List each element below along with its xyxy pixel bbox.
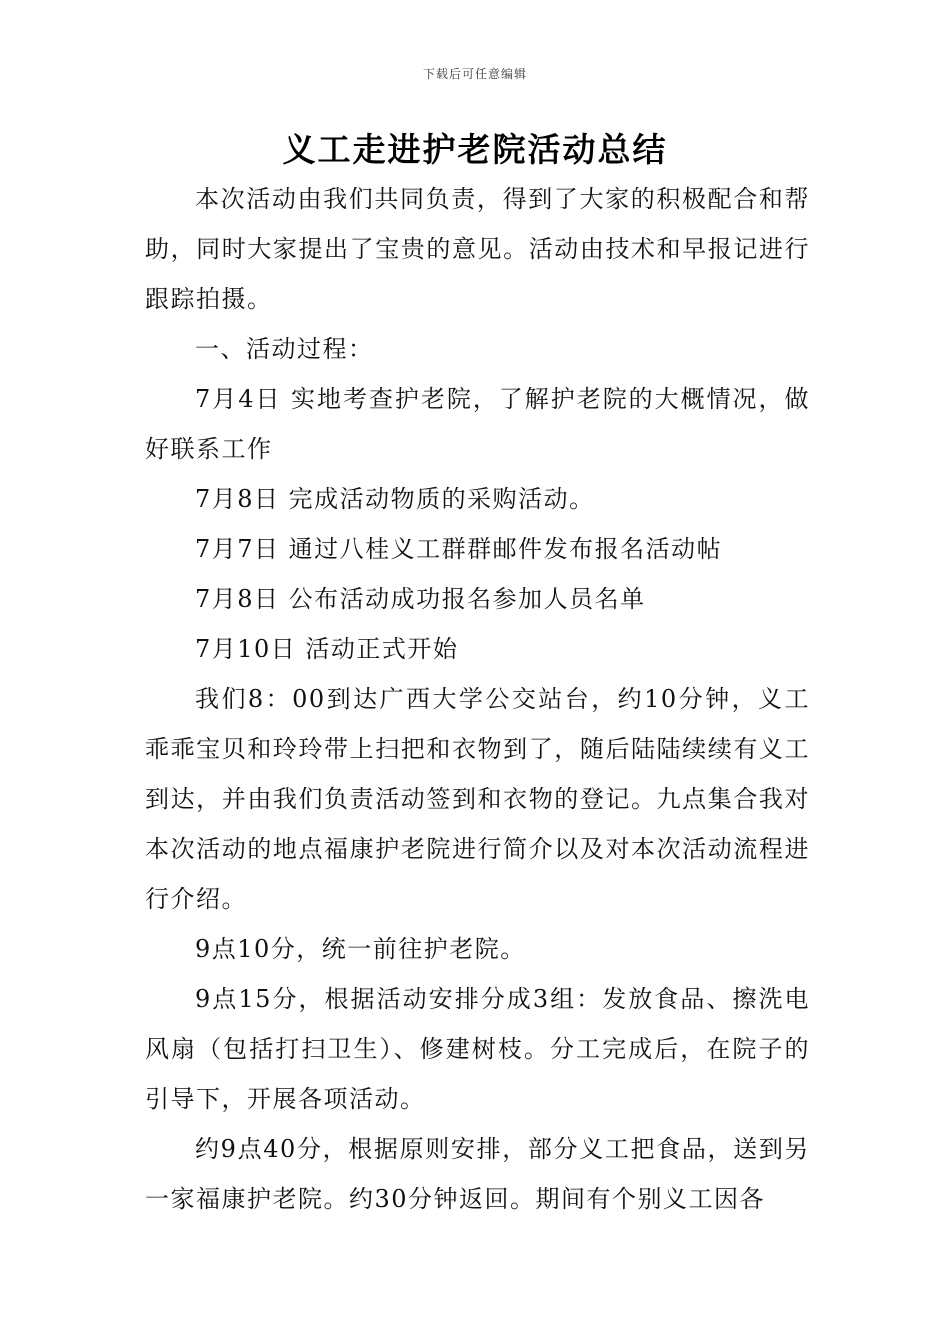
timeline-item-jul-4: 7月4日 实地考查护老院，了解护老院的大概情况，做好联系工作 [145, 385, 810, 463]
header-note: 下载后可任意编辑 [422, 67, 527, 81]
paragraph-depart: 9点10分，统一前往护老院。 [195, 935, 526, 963]
document-title: 义工走进护老院活动总结 [282, 130, 668, 169]
paragraph-delivery: 约9点40分，根据原则安排，部分义工把食品，送到另一家福康护老院。约30分钟返回。期间有个别义工因各 [145, 1135, 810, 1213]
paragraph-groups: 9点15分，根据活动安排分成3组：发放食品、擦洗电风扇（包括打扫卫生）、修建树枝。分工完成后，在院子的引导下，开展各项活动。 [145, 985, 810, 1113]
timeline-item-jul-10: 7月10日 活动正式开始 [195, 635, 459, 663]
section-heading-activity-process: 一、活动过程： [195, 335, 374, 363]
timeline-item-jul-8-list: 7月8日 公布活动成功报名参加人员名单 [195, 585, 646, 613]
document-body [145, 174, 810, 1224]
timeline-item-jul-7: 7月7日 通过八桂义工群群邮件发布报名活动帖 [195, 535, 723, 563]
paragraph-intro: 本次活动由我们共同负责，得到了大家的积极配合和帮助，同时大家提出了宝贵的意见。活动由技术和早报记进行跟踪拍摄。 [145, 185, 810, 313]
timeline-item-jul-8-purchase: 7月8日 完成活动物质的采购活动。 [195, 485, 595, 513]
paragraph-gathering: 我们8：00到达广西大学公交站台，约10分钟，义工乖乖宝贝和玲玲带上扫把和衣物到了，随后陆陆续续有义工到达，并由我们负责活动签到和衣物的登记。九点集合我对本次活动的地点福康护老院进行简介以及对本次活动流程进行介绍。 [145, 685, 810, 913]
